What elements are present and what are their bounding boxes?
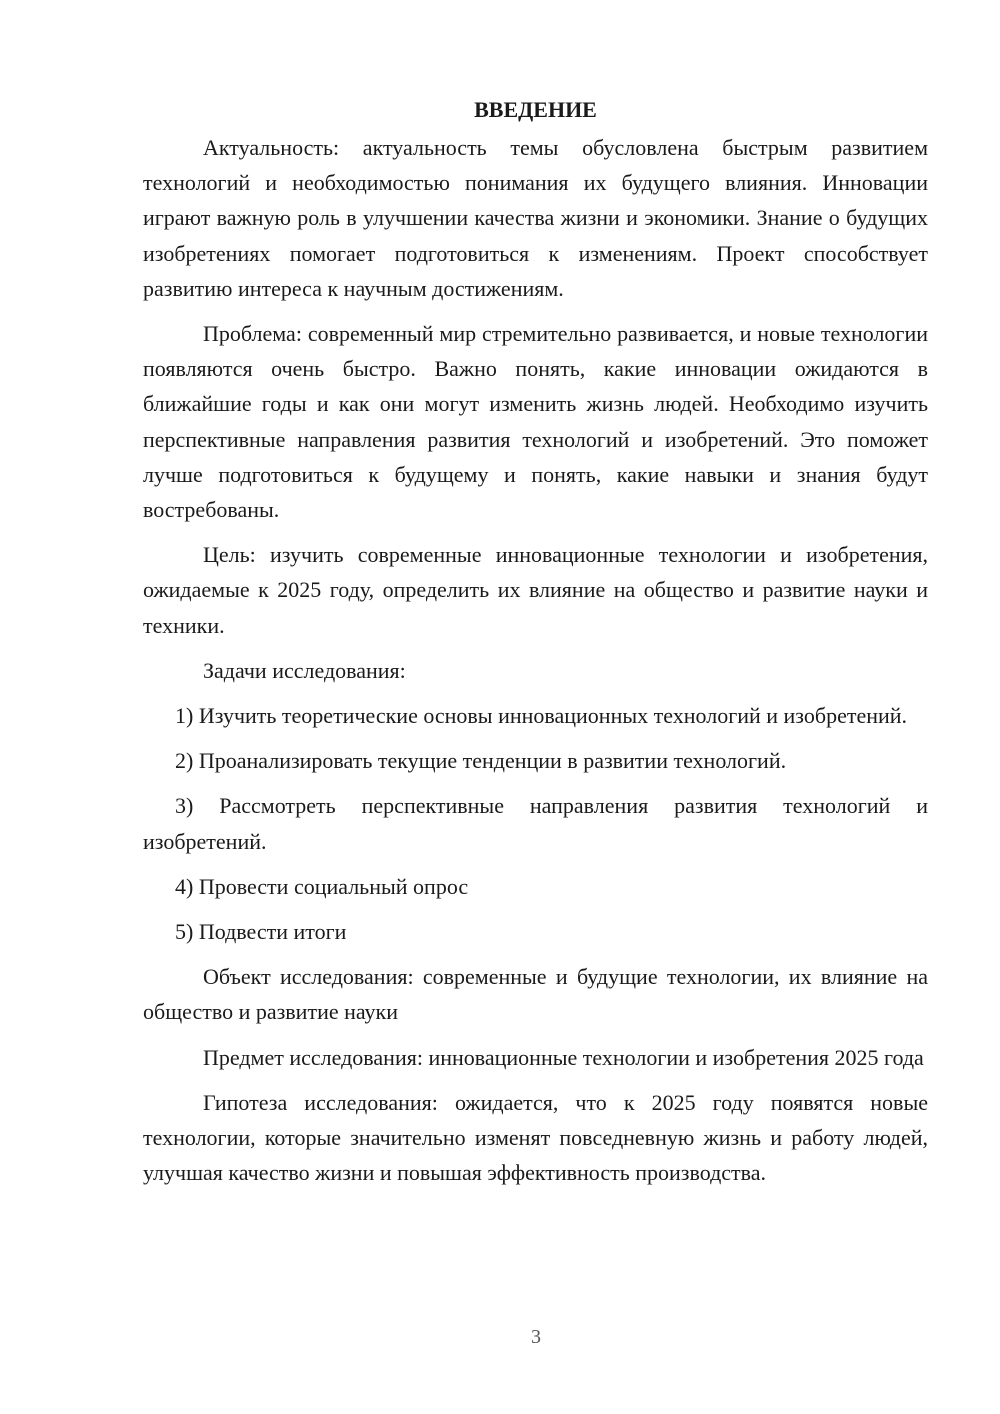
document-page (143, 92, 928, 1200)
task-item-4: 4) Провести социальный опрос (175, 873, 469, 899)
paragraph-hypothesis: Гипотеза исследования: ожидается, что к 2025 году появятся новые технологии, которые значительно изменят повседневную жизнь и работу людей, улучшая качество жизни и повышая эффективность производства. (143, 1089, 928, 1186)
task-item-1: 1) Изучить теоретические основы инновационных технологий и изобретений. (175, 703, 908, 729)
paragraph-subject: Предмет исследования: инновационные технологии и изобретения 2025 года (203, 1044, 924, 1070)
page-number: 3 (531, 1326, 541, 1348)
paragraph-goal: Цель: изучить современные инновационные технологии и изобретения, ожидаемые к 2025 году, определить их влияние на общество и развитие науки и техники. (143, 542, 928, 638)
task-item-3: 3) Рассмотреть перспективные направления развития технологий и изобретений. (143, 793, 928, 854)
task-item-2: 2) Проанализировать текущие тенденции в развитии технологий. (175, 748, 787, 774)
tasks-heading: Задачи исследования: (203, 657, 406, 683)
paragraph-problem: Проблема: современный мир стремительно развивается, и новые технологии появляются очень быстро. Важно понять, какие инновации ожидаются в ближайшие годы и как они могут изменить жизнь людей. Необходимо изучить перспективные направления развития технологий и изобретений. Это поможет лучше подготовиться к будущему и понять, какие навыки и знания будут востребованы. (143, 321, 928, 523)
paragraph-relevance: Актуальность: актуальность темы обусловлена быстрым развитием технологий и необходимостью понимания их будущего влияния. Инновации играют важную роль в улучшении качества жизни и экономики. Знание о будущих изобретениях помогает подготовиться к изменениям. Проект способствует развитию интереса к научным достижениям. (143, 135, 928, 301)
paragraph-object: Объект исследования: современные и будущие технологии, их влияние на общество и развитие науки (143, 964, 928, 1025)
page-title: ВВЕДЕНИЕ (474, 97, 597, 122)
task-item-5: 5) Подвести итоги (175, 919, 347, 945)
